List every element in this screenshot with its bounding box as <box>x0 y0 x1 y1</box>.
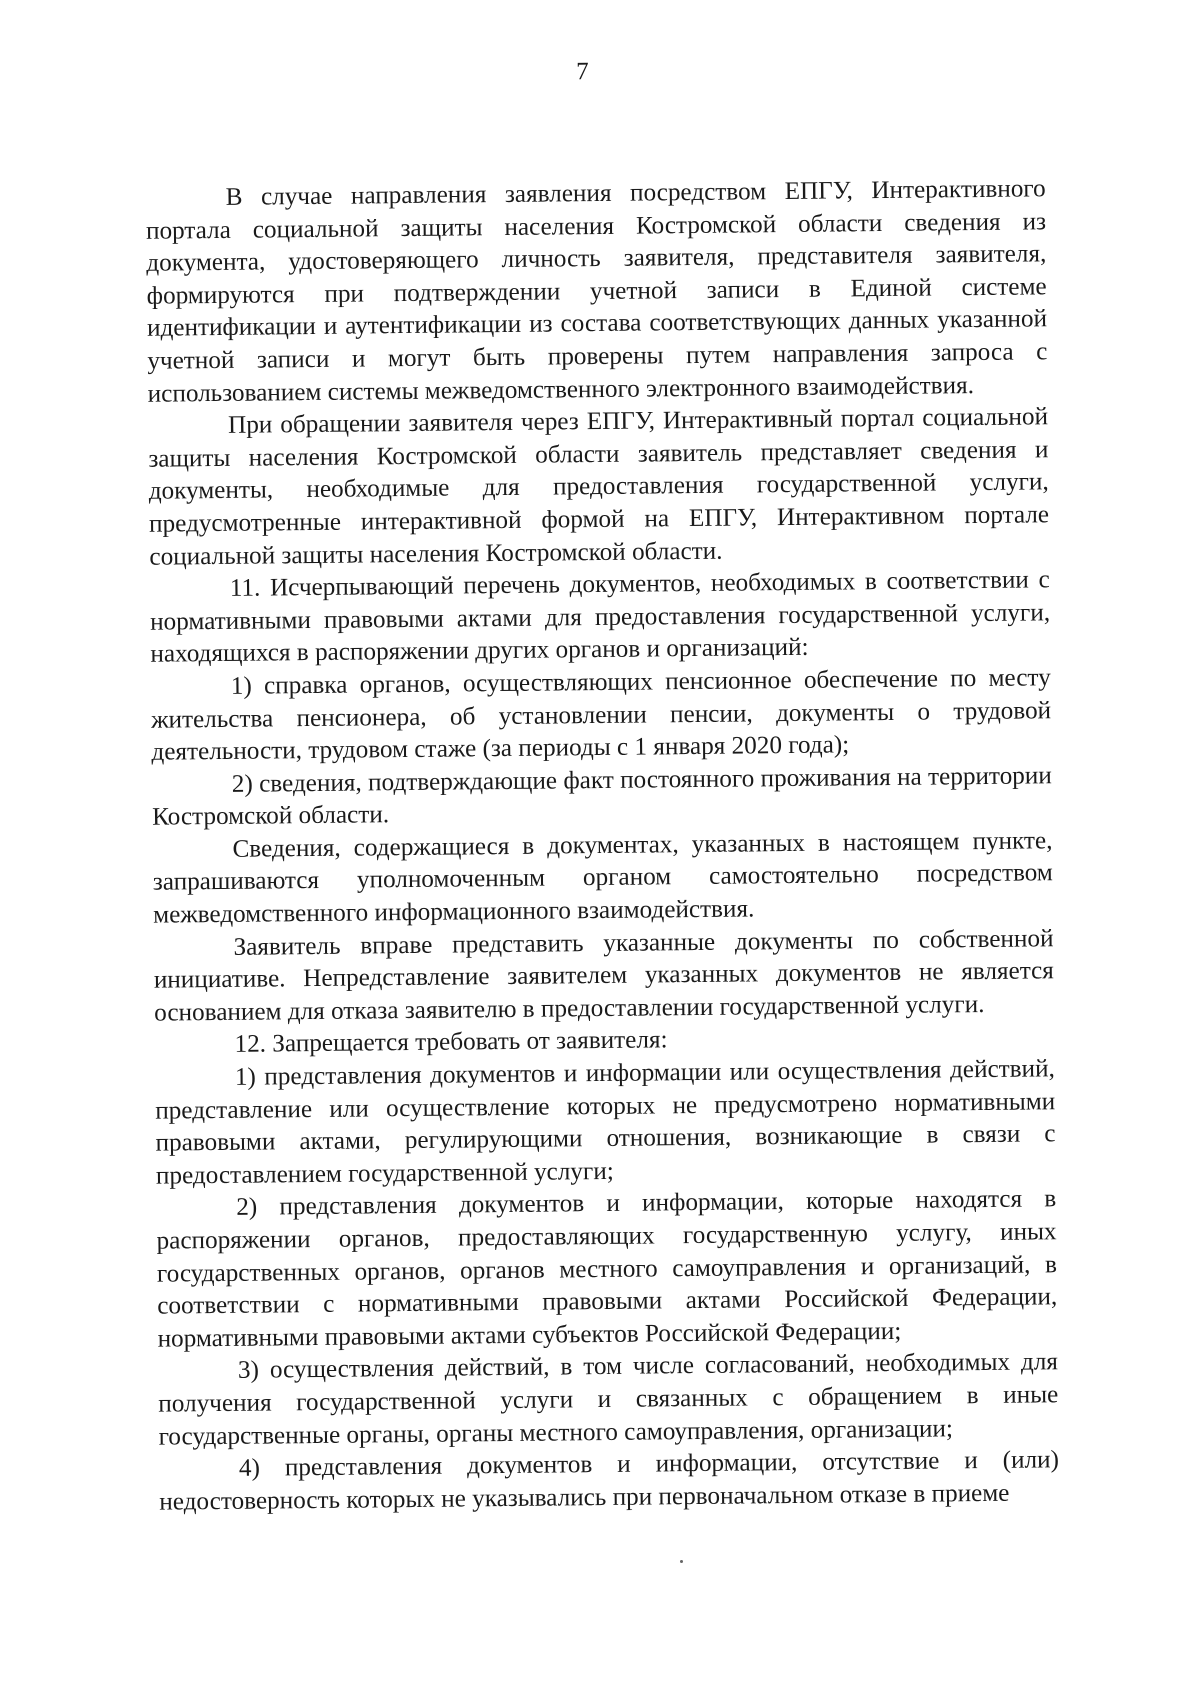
paragraph-epgu-application: При обращении заявителя через ЕПГУ, Интерактивный портал социальной защиты населения Костромской области заявитель представляет сведения и документы, необходимые для предоставления государственной услуги, предусмотренные интерактивной формой на ЕПГУ, Интерактивном портале социальной защиты населения Костромской области. <box>148 403 1050 571</box>
list-item-12-4: 4) представления документов и информации, отсутствие и (или) недостоверность которых не указывались при первоначальном отказе в приеме <box>159 1446 1060 1516</box>
list-item-12-1: 1) представления документов и информации или осуществления действий, представление или осуществление которых не предусмотрено нормативными правовыми актами, регулирующими отношения, возникающие в связи с предоставлением государственной услуги; <box>155 1055 1056 1190</box>
paragraph-section-12: 12. Запрещается требовать от заявителя: <box>234 1026 668 1059</box>
paragraph-epgu-identity: В случае направления заявления посредством ЕПГУ, Интерактивного портала социальной защиты населения Костромской области сведения из документа, удостоверяющего личность заявителя, представителя заявителя, формируются при подтверждении учетной записи в Единой системе идентификации и аутентификации из состава соответствующих данных указанной учетной записи и могут быть проверены путем направления запроса с использованием системы межведомственного электронного взаимодействия. <box>145 175 1048 408</box>
scan-speck <box>680 1560 683 1563</box>
paragraph-applicant-right: Заявитель вправе представить указанные документы по собственной инициативе. Непредставление заявителем указанных документов не является основанием для отказа заявителю в предоставлении государственной услуги. <box>153 924 1054 1027</box>
page-number: 7 <box>575 58 589 86</box>
list-item-12-3: 3) осуществления действий, в том числе согласований, необходимых для получения государственной услуги и связанных с обращением в иные государственные органы, органы местного самоуправления, организации; <box>158 1348 1059 1451</box>
list-item-11-2: 2) сведения, подтверждающие факт постоянного проживания на территории Костромской области. <box>152 761 1052 831</box>
document-body <box>146 173 1060 1519</box>
paragraph-interagency-request: Сведения, содержащиеся в документах, указанных в настоящем пункте, запрашиваются уполномоченным органом самостоятельно посредством межведомственного информационного взаимодействия. <box>152 827 1053 929</box>
paragraph-section-11: 11. Исчерпывающий перечень документов, необходимых в соответствии с нормативными правовыми актами для предоставления государственной услуги, находящихся в распоряжении других органов и организаций: <box>149 566 1051 669</box>
list-item-11-1: 1) справка органов, осуществляющих пенсионное обеспечение по месту жительства пенсионера, об установлении пенсии, документы о трудовой деятельности, трудовом стаже (за периоды с 1 января 2020 года); <box>150 664 1052 766</box>
list-item-12-2: 2) представления документов и информации, которые находятся в распоряжении органов, предоставляющих государственную услугу, иных государственных органов, органов местного самоуправления и организаций, в соответствии с нормативными правовыми актами Российской Федерации, нормативными правовыми актами субъектов Российской Федерации; <box>156 1185 1058 1353</box>
